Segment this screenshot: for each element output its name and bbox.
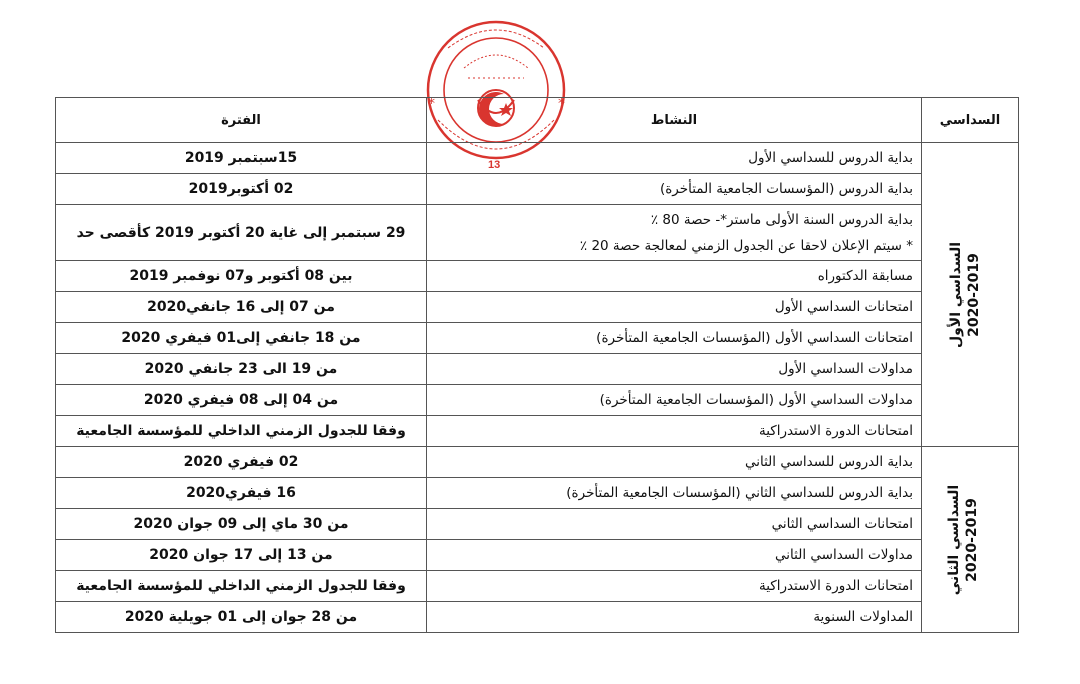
semester-1-cell bbox=[922, 143, 1019, 447]
period-cell: من 18 جانفي إلى01 فيفري 2020 bbox=[56, 323, 427, 354]
header-semester: السداسي bbox=[922, 98, 1019, 143]
activity-cell: بداية الدروس (المؤسسات الجامعية المتأخرة) bbox=[427, 174, 922, 205]
table-row bbox=[56, 540, 1019, 571]
activity-note: * سيتم الإعلان لاحقا عن الجدول الزمني لمعالجة حصة 20 ٪ bbox=[579, 237, 913, 254]
activity-cell: امتحانات السداسي الثاني bbox=[427, 509, 922, 540]
semester-2-cell bbox=[922, 447, 1019, 633]
activity-cell: بداية الدروس للسداسي الثاني (المؤسسات الجامعية المتأخرة) bbox=[427, 478, 922, 509]
svg-text:*: * bbox=[428, 96, 435, 112]
table-row bbox=[56, 323, 1019, 354]
activity-cell: مسابقة الدكتوراه bbox=[427, 261, 922, 292]
period-cell: وفقا للجدول الزمني الداخلي للمؤسسة الجامعية bbox=[56, 571, 427, 602]
period-cell: 16 فيفري2020 bbox=[56, 478, 427, 509]
activity-cell: مداولات السداسي الأول (المؤسسات الجامعية المتأخرة) bbox=[427, 385, 922, 416]
activity-cell: امتحانات السداسي الأول (المؤسسات الجامعية المتأخرة) bbox=[427, 323, 922, 354]
activity-cell: مداولات السداسي الأول bbox=[427, 354, 922, 385]
activity-cell: بداية الدروس للسداسي الأول bbox=[427, 143, 922, 174]
table-row bbox=[56, 602, 1019, 633]
period-cell: 02 فيفري 2020 bbox=[56, 447, 427, 478]
table-row bbox=[56, 174, 1019, 205]
activity-cell: امتحانات الدورة الاستدراكية bbox=[427, 416, 922, 447]
table-row bbox=[56, 478, 1019, 509]
activity-cell: امتحانات السداسي الأول bbox=[427, 292, 922, 323]
svg-text:*: * bbox=[558, 96, 565, 112]
activity-cell: المداولات السنوية bbox=[427, 602, 922, 633]
activity-text: بداية الدروس السنة الأولى ماستر*- حصة 80 ٪ bbox=[650, 211, 913, 228]
table-row bbox=[56, 509, 1019, 540]
period-cell: من 28 جوان إلى 01 جويلية 2020 bbox=[56, 602, 427, 633]
activity-cell: بداية الدروس للسداسي الثاني bbox=[427, 447, 922, 478]
period-cell: من 13 إلى 17 جوان 2020 bbox=[56, 540, 427, 571]
period-cell: من 30 ماي إلى 09 جوان 2020 bbox=[56, 509, 427, 540]
period-cell: وفقا للجدول الزمني الداخلي للمؤسسة الجامعية bbox=[56, 416, 427, 447]
period-cell: 02 أكتوبر2019 bbox=[56, 174, 427, 205]
table-row bbox=[56, 416, 1019, 447]
table-row bbox=[56, 292, 1019, 323]
period-cell: من 04 إلى 08 فيفري 2020 bbox=[56, 385, 427, 416]
activity-cell bbox=[427, 205, 922, 261]
header-activity: النشاط bbox=[427, 98, 922, 143]
table-row bbox=[56, 205, 1019, 261]
period-cell: 29 سبتمبر إلى غاية 20 أكتوبر 2019 كأقصى حد bbox=[56, 205, 427, 261]
table-row bbox=[56, 261, 1019, 292]
activity-cell: امتحانات الدورة الاستدراكية bbox=[427, 571, 922, 602]
table-header-row bbox=[56, 98, 1019, 143]
table-row bbox=[56, 354, 1019, 385]
table-row bbox=[56, 447, 1019, 478]
semester-2-label: السداسي الثاني 2020-2019 bbox=[945, 484, 980, 595]
table-row bbox=[56, 143, 1019, 174]
academic-calendar-table bbox=[55, 97, 1019, 633]
activity-cell: مداولات السداسي الثاني bbox=[427, 540, 922, 571]
period-cell: من 19 الى 23 جانفي 2020 bbox=[56, 354, 427, 385]
header-period: الفترة bbox=[56, 98, 427, 143]
period-cell: بين 08 أكتوبر و07 نوفمبر 2019 bbox=[56, 261, 427, 292]
stamp-number: 13 bbox=[488, 159, 501, 171]
period-cell: 15سبتمبر 2019 bbox=[56, 143, 427, 174]
table-row bbox=[56, 571, 1019, 602]
semester-1-label: السداسي الأول 2020-2019 bbox=[947, 241, 982, 348]
period-cell: من 07 إلى 16 جانفي2020 bbox=[56, 292, 427, 323]
table-row bbox=[56, 385, 1019, 416]
